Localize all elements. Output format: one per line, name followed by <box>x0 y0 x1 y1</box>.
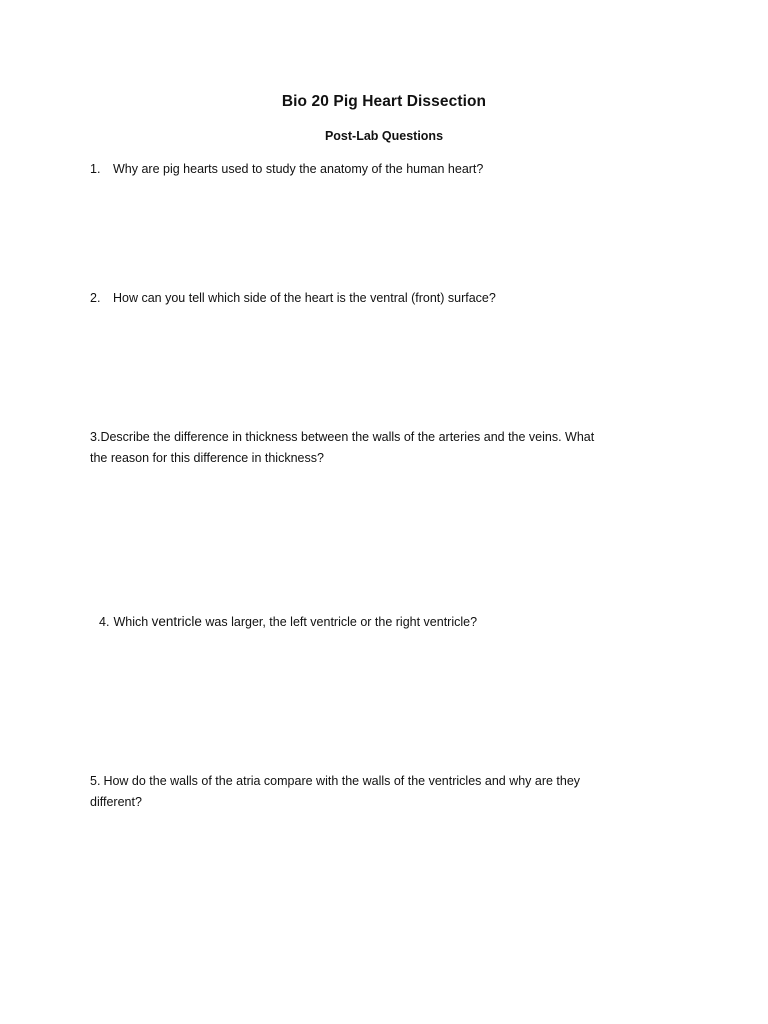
question-emphasis-word: ventricle <box>151 614 202 629</box>
question-line <box>90 771 670 792</box>
question-number: 5. <box>90 774 101 788</box>
question-text: Why are pig hearts used to study the anatomy of the human heart? <box>113 162 484 176</box>
question-line: the reason for this difference in thickness? <box>90 451 324 465</box>
question-number: 2. <box>90 291 101 305</box>
question-line: different? <box>90 795 142 809</box>
question-2 <box>90 288 496 309</box>
question-text: How can you tell which side of the heart is the ventral (front) surface? <box>113 291 496 305</box>
question-text: Describe the difference in thickness between the walls of the arteries and the veins. What <box>100 430 595 444</box>
question-number: 3. <box>90 430 101 444</box>
question-number: 4. <box>99 615 110 629</box>
page-subtitle: Post-Lab Questions <box>324 129 444 143</box>
question-4 <box>99 611 477 633</box>
question-number: 1. <box>90 162 101 176</box>
question-1 <box>90 159 483 180</box>
question-line <box>90 427 670 448</box>
question-3 <box>90 427 670 469</box>
question-text: How do the walls of the atria compare with the walls of the ventricles and why are they <box>103 774 581 788</box>
page-title: Bio 20 Pig Heart Dissection <box>281 93 487 110</box>
question-5 <box>90 771 670 813</box>
question-text: Which <box>113 615 152 629</box>
question-text: was larger, the left ventricle or the right ventricle? <box>201 615 478 629</box>
